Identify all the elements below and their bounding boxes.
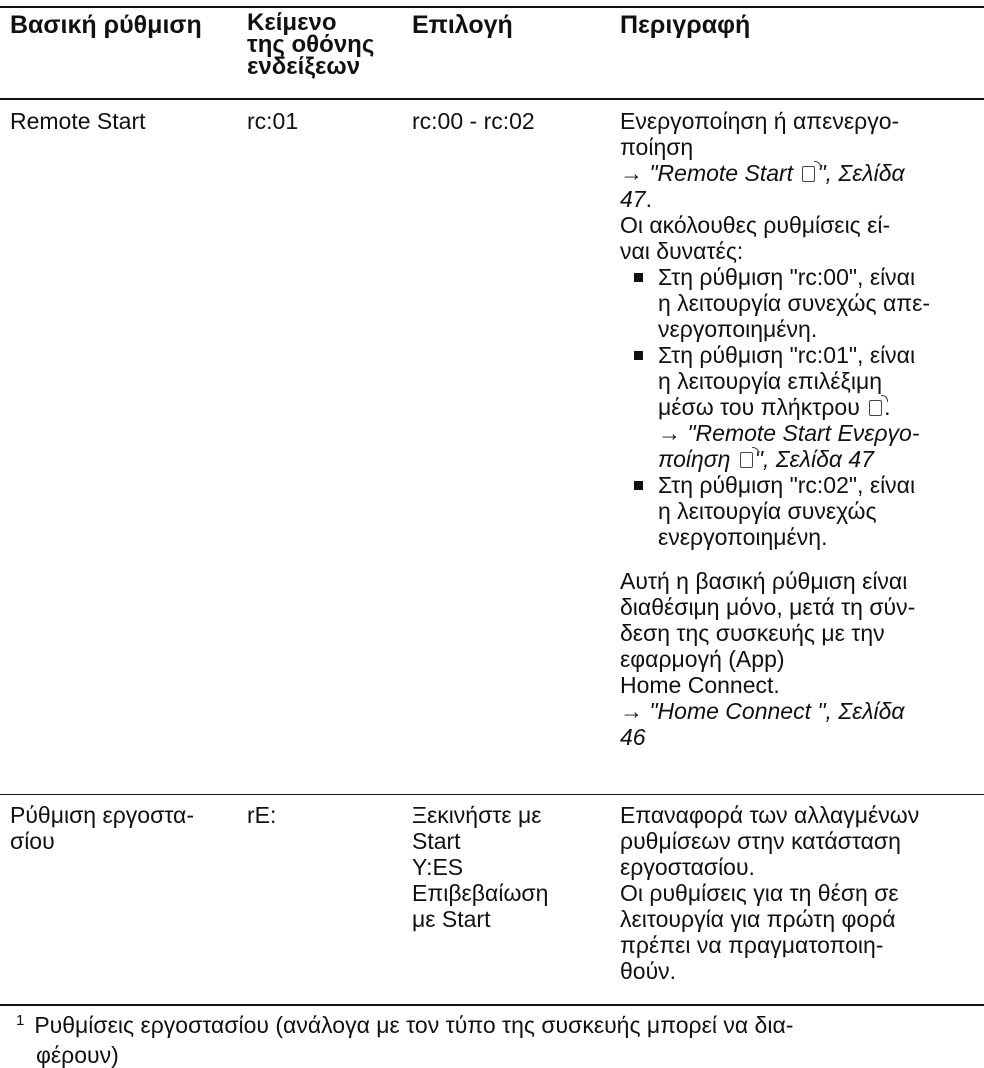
desc-line: δεση της συσκευής με την [620, 620, 885, 646]
cross-reference-page: 47. [620, 186, 652, 212]
row-separator [0, 794, 984, 795]
reference-text: ", Σελίδα [817, 160, 905, 186]
desc-line: Αυτή η βασική ρύθμιση είναι [620, 568, 908, 594]
bullet-square-icon [634, 481, 643, 490]
row1-display-text: rc:01 [247, 108, 299, 134]
reference-text: ", Σελίδα 47 [754, 446, 874, 472]
footnote [10, 1012, 970, 1068]
row2-display-text: rE: [247, 802, 277, 828]
bullet-item [620, 264, 980, 342]
option-line: Επιβεβαίωση [412, 880, 549, 906]
desc-line: θούν. [620, 958, 677, 984]
row2-setting [10, 802, 235, 854]
bullet-text: η λειτουργία συνεχώς απε- [658, 290, 931, 316]
desc-line: Επαναφορά των αλλαγμένων [620, 802, 920, 828]
bullet-text: ενεργοποιημένη. [658, 524, 828, 550]
cross-reference [620, 160, 980, 186]
desc-line: ποίηση [620, 134, 694, 160]
setting-line: σίου [10, 828, 55, 854]
row1-description [620, 108, 980, 750]
desc-line: διαθέσιμη μόνο, μετά τη σύν- [620, 594, 916, 620]
row2-option [412, 802, 612, 932]
table-bottom-rule [0, 1004, 984, 1006]
bullet-item [620, 472, 980, 550]
cross-reference: → "Home Connect ", Σελίδα [620, 698, 905, 724]
cross-reference-page: 46 [620, 724, 646, 750]
cross-reference [658, 446, 980, 472]
remote-start-icon [802, 166, 815, 182]
header-description: Περιγραφή [620, 11, 751, 39]
row2-description [620, 802, 980, 984]
desc-line: ναι δυνατές: [620, 238, 744, 264]
bullet-item [620, 342, 980, 472]
desc-line: εργοστασίου. [620, 854, 755, 880]
reference-page-number: 47 [620, 186, 646, 212]
bullet-text: Στη ρύθμιση "rc:02", είναι [658, 472, 916, 498]
setting-line: Ρύθμιση εργοστα- [10, 802, 194, 828]
desc-line: Ενεργοποίηση ή απενεργο- [620, 108, 900, 134]
header-option: Επιλογή [412, 11, 513, 39]
header-rule [0, 98, 984, 100]
table-top-rule [0, 6, 984, 8]
desc-line: Οι ρυθμίσεις για τη θέση σε [620, 880, 899, 906]
bullet-square-icon [634, 273, 643, 282]
bullet-text: νεργοποιημένη. [658, 316, 818, 342]
footnote-marker: 1 [16, 1012, 25, 1029]
header-display-text-line: ενδείξεων [247, 53, 361, 80]
footnote-line [10, 1012, 970, 1042]
reference-text: → "Remote Start [620, 160, 800, 186]
bullet-square-icon [634, 351, 643, 360]
desc-line: Home Connect. [620, 672, 780, 698]
remote-start-icon [740, 452, 753, 468]
bullet-text-part: μέσω του πλήκτρου [658, 394, 867, 420]
bullet-text: η λειτουργία συνεχώς [658, 498, 877, 524]
desc-line: πρέπει να πραγματοποιη- [620, 932, 884, 958]
header-display-text-line: Κείμενο [247, 9, 337, 36]
footnote-text: Ρυθμίσεις εργοστασίου (ανάλογα με τον τύπο της συσκευής μπορεί να δια- [34, 1012, 794, 1038]
desc-line: εφαρμογή (App) [620, 646, 785, 672]
header-display-text [247, 9, 402, 80]
option-line: Ξεκινήστε με [412, 802, 542, 828]
header-display-text-line: της οθόνης [247, 31, 375, 58]
option-line: με Start [412, 906, 491, 932]
row1-setting: Remote Start [10, 108, 146, 134]
cross-reference: → "Remote Start Ενεργο- [658, 420, 920, 446]
bullet-text: Στη ρύθμιση "rc:00", είναι [658, 264, 916, 290]
header-basic-setting: Βασική ρύθμιση [10, 11, 202, 39]
bullet-text: Στη ρύθμιση "rc:01", είναι [658, 342, 916, 368]
bullet-text: μέσω του πλήκτρου . [658, 394, 891, 420]
desc-line: λειτουργία για πρώτη φορά [620, 906, 896, 932]
desc-line: Οι ακόλουθες ρυθμίσεις εί- [620, 212, 891, 238]
remote-start-icon [869, 400, 882, 416]
option-line: Y:ES [412, 854, 464, 880]
desc-line: ρυθμίσεων στην κατάσταση [620, 828, 901, 854]
reference-text: ποίηση [658, 446, 737, 472]
option-line: Start [412, 828, 461, 854]
footnote-line: φέρουν) [36, 1042, 119, 1068]
paragraph-gap [620, 550, 980, 568]
row1-option: rc:00 - rc:02 [412, 108, 535, 134]
bullet-text: η λειτουργία επιλέξιμη [658, 368, 882, 394]
